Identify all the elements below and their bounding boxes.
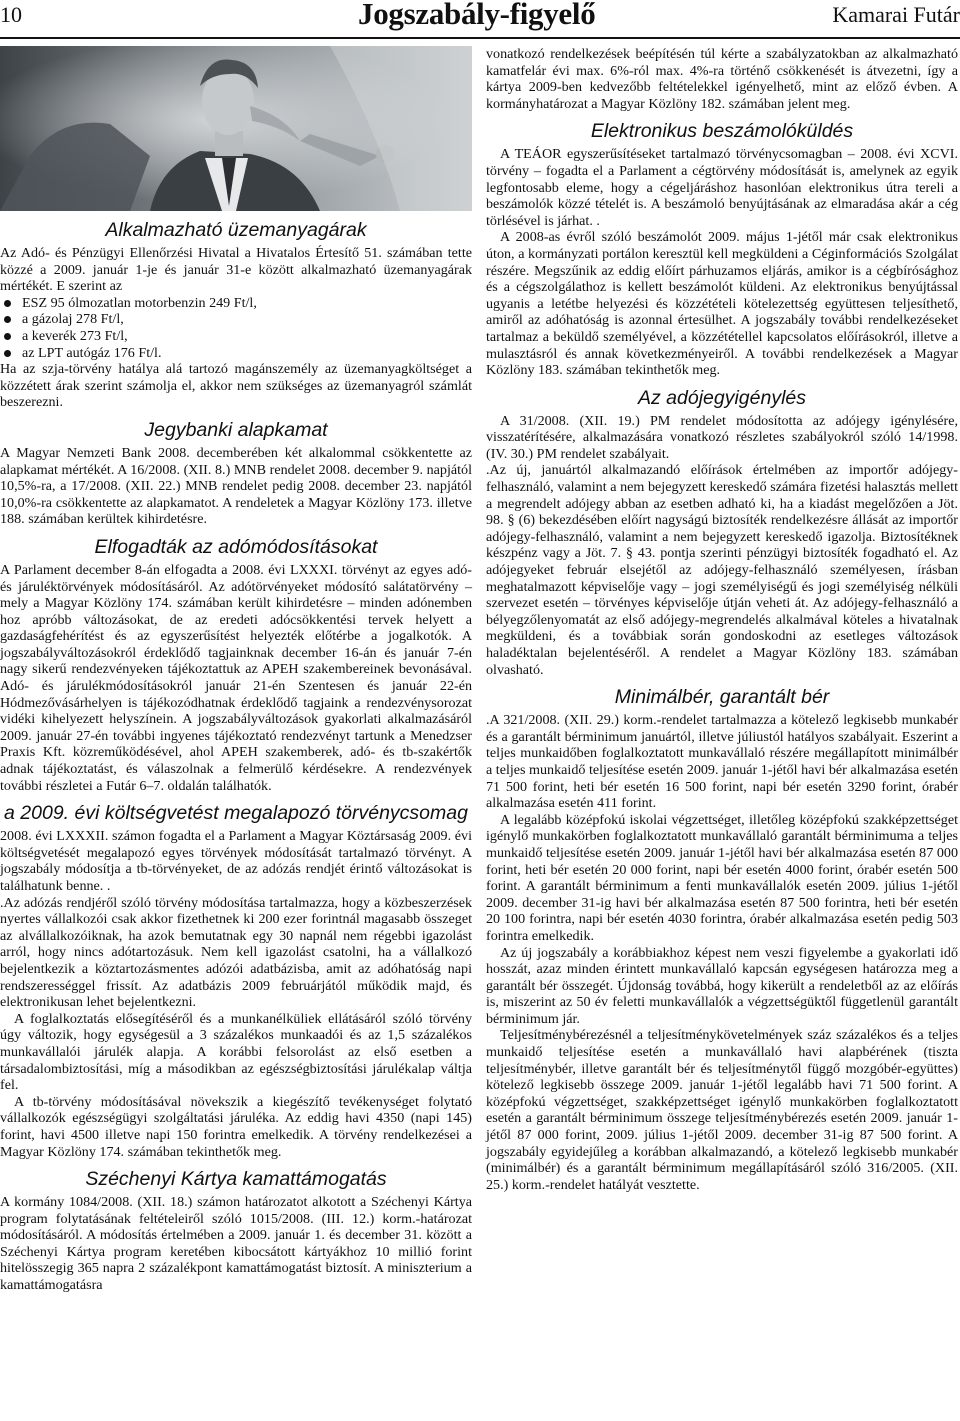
section-title: Elektronikus beszámolóküldés (590, 120, 854, 143)
paragraph: A foglalkoztatás elősegítéséről és a munkanélküliek ellátásáról szóló törvény úgy változik, hogy egységesül a 3 százalékos munkaadói és az 1,5 százalékos munkavállalói járulék alapja. A korábbi felsorolást az első esetben a társadalombiztosítási, míg a másodikban az egészségbiztosítási járulékalap váltja fel. (0, 1010, 472, 1094)
paragraph: A tb-törvény módosításával növekszik a kiegészítő tevékenységet folytató vállalkozók egészségügyi szolgáltatási járuléka. Az eddig havi 4350 (napi 145) forint, havi 4500 illetve napi 150 forintra emelkedik. A törvény rendelkezései a Magyar Közlöny 174. számában tekinthetők meg. (0, 1093, 472, 1160)
section-title: Az adójegyigénylés (637, 386, 807, 409)
paragraph: A Parlament december 8-án elfogadta a 2008. évi LXXXI. törvényt az egyes adó- és járuléktörvények módosításáról. Az adótörvényeket módosító salátatörvény – mely a Magyar Közlöny 174. számában került kihirdetésre – minden adónemben hoz apróbb változásokat, de az eredeti adócsökkentési tervek helyett a gazdaságfehérítést és az egyszerűsítést helyezték előtérbe a jogalkotók. A jogszabályváltozásokról érdeklődő tagjainknak december 16-án és január 7-én nagy sikerű rendezvényeken tájékoztattuk az APEH szakembereinek bevonásával. Adó- és járulékmódosításokról január 21-én Szentesen és január 22-én Hódmezővásárhelyen is tájékozódhatnak érdeklődő tagjaink a rendezvénysorozat vidéki kihelyezett helyszínein. A jogszabályváltozások gyakorlati alkalmazásáról 2009. január 27-én további ingyenes tájékoztató rendezvényt tartunk a Menedzser Praxis Kft. közreműködésével, ahol APEH szakemberek, adó- és tb-szakértők adnak tájékoztatást, és válaszolnak a felmerülő kérdésekre. A rendezvények további részletei a Futár 6–7. oldalán találhatók. (0, 561, 472, 794)
page-title: Jogszabály-figyelő (358, 0, 596, 31)
page-header (0, 0, 960, 38)
paragraph: Az új jogszabály a korábbiakhoz képest nem veszi figyelembe a gyakorlati idő hosszát, azaz minden érintett munkavállaló kapcsán egységesen határozza meg a garantált bér összegét. Újdonság továbbá, hogy kikerült a rendeletből az az előírás is, miszerint az 50 év feletti munkavállalók a végzettségüktől függetlenül garantált bérminimum jár. (486, 944, 958, 1027)
section-title: a 2009. évi költségvetést megalapozó törvénycsomag (4, 802, 468, 825)
section-title: Elfogadták az adómódosításokat (94, 535, 378, 558)
list-item: az LPT autógáz 176 Ft/l. (0, 345, 472, 362)
paragraph: .A 321/2008. (XII. 29.) korm.-rendelet tartalmazza a kötelező legkisebb munkabér és a garantált bérminimum januártól, illetve júliustól hatályos szabályait. Eszerint a teljes munkaidőben foglalkoztatott munkavállaló részére megállapított minimálbér a teljes munkaidő teljesítése esetén 2009. január 1-jétől havi bér alkalmazása esetén 71 500 forint, heti bér esetén 16 500 forint, napi bér esetén 3290 forint, órabér alkalmazása esetén 411 forint. (486, 712, 958, 812)
section-title: Széchenyi Kártya kamattámogatás (85, 1168, 387, 1191)
paragraph: Az Adó- és Pénzügyi Ellenőrzési Hivatal a Hivatalos Értesítő 51. számában tette közzé a 2009. január 1-je és január 31-e között alkalmazható üzemanyagárak mértékét. E szerint az (0, 245, 472, 295)
header-rule (0, 37, 960, 39)
header-photo (0, 46, 472, 211)
paragraph: A TEÁOR egyszerűsítéseket tartalmazó törvénycsomagban – 2008. évi XCVI. törvény – fogadta el a Parlament a cégtörvény módosítását is, amelynek az egyik legfontosabb eleme, hogy a cégeljáráshoz hasonlóan elektronikus útra tereli a beszámolók közzé tételét is. A beszámoló benyújtásának az elmaradása akár a cég törlésével is járhat. . (486, 146, 958, 229)
fuel-price-list (0, 295, 472, 361)
paragraph: Ha az szja-törvény hatálya alá tartozó magánszemély az üzemanyagköltséget a közzétett árak szerint számolja el, akkor nem szükséges az üzemanyagról számlát beszerezni. (0, 361, 472, 411)
paragraph: A legalább középfokú iskolai végzettséget, illetőleg középfokú szakképzettséget igénylő munkakörben foglalkoztatott munkavállaló garantált bérminimuma a teljes munkaidő teljesítése esetén 2009. január 1-jétől havi bér alkalmazása esetén 87 000 forint, heti bér esetén 20 000 forint, napi bér esetén 4000 forint, órabér esetén 500 forint. A garantált bérminimum a fenti munkavállalók esetén 2009. július 1-jétől 2009. december 31-ig havi bér alkalmazása esetén 87 500 forintra, heti bér esetén 20 100 forintra, napi bér esetén 4030 forintra, órabér alkalmazása esetén pedig 503 forintra emelkedik. (486, 811, 958, 944)
paragraph: A 2008-as évről szóló beszámolót 2009. május 1-jétől már csak elektronikus úton, a kormányzati portálon keresztül kell megküldeni a Céginformációs Szolgálat részére. Megszűnik az eddig előírt párhuzamos eljárás, amikor is a cégbírósághoz és a cégszolgálathoz is kellett beszámolót küldeni. Az elektronikus benyújtással ugyanis a letétbe helyezési és közzétételi kötelezettség együttesen teljesíthető, amiről az adóhatóság is azonnal értesülhet. A jogszabály további rendelkezéseket tartalmaz a beküldő személyével, a közzététellel kapcsolatos előírásokról, illetve a mulasztásról és annak következményeiről. A további rendelkezések a Magyar Közlöny 183. számában tekinthetők meg. (486, 229, 958, 379)
section-title: Minimálbér, garantált bér (614, 686, 830, 709)
section-title: Alkalmazható üzemanyagárak (105, 219, 367, 241)
left-column (0, 46, 472, 1294)
paragraph: A 31/2008. (XII. 19.) PM rendelet módosította az adójegy igénylésére, visszatérítésére, alkalmazására vonatkozó részletes szabályokról szóló 14/1998. (IV. 30.) PM rendelet szabályait. (486, 412, 958, 462)
publication-name: Kamarai Futár (832, 2, 960, 27)
section-title: Jegybanki alapkamat (144, 418, 328, 441)
paragraph: A kormány 1084/2008. (XII. 18.) számon határozatot alkotott a Széchenyi Kártya program folytatásának feltételeiről szóló 1015/2008. (III. 12.) korm.-határozat módosításáról. A módosítás értelmében a 2009. január 1. és december 31. között a Széchenyi Kártya program keretében kibocsátott kártyákhoz 10 millió forint hitelösszegig 365 napra 2 százalékpont kamattámogatást biztosít. A miniszterium a kamattámogatásra (0, 1194, 472, 1294)
list-item: a keverék 273 Ft/l, (0, 328, 472, 345)
list-item: ESZ 95 ólmozatlan motorbenzin 249 Ft/l, (0, 295, 472, 312)
paragraph: A Magyar Nemzeti Bank 2008. decemberében két alkalommal csökkentette az alapkamat mértékét. A 16/2008. (XII. 8.) MNB rendelet 2008. december 9. napjától 10,5%-ra, a 17/2008. (XII. 22.) MNB rendelet pedig 2008. december 23. napjától 10,0%-ra csökkentette az alapkamatot. A rendeletek a Magyar Közlöny 173. illetve 188. számában kerültek kihirdetésre. (0, 444, 472, 528)
paragraph: vonatkozó rendelkezések beépítésén túl kérte a szabályzatokban az alkalmazható kamatfelár évi max. 6%-ról max. 4%-ra történő csökkenését is átvezetni, így a kártya 2009-ben kedvezőbb feltételekkel igényelhető, mint az előző évben. A kormányhatározat a Magyar Közlöny 182. számában jelent meg. (486, 46, 958, 112)
list-item: a gázolaj 278 Ft/l, (0, 311, 472, 328)
paragraph: .Az adózás rendjéről szóló törvény módosítása tartalmazza, hogy a közbeszerzések nyertes vállalkozói csak akkor fizethetnek ki 200 ezer forintnál magasabb összeget az alvállalkozóiknak, ha azok bemutatnak egy 30 napnál nem régebbi igazolást arról, hogy nincs adótartozásuk. Nem kell igazolást csatolni, ha a vállalkozó bejelentkezik a köztartozásmentes adózói adatbázisba, amit az adóhatóság napi rendszerességgel frissít. Az adatbázis 2009 februárjától működik majd, és elektronikusan lehet bejelentkezni. (0, 894, 472, 1011)
right-column (486, 46, 958, 1193)
page-number: 10 (0, 2, 22, 27)
paragraph: 2008. évi LXXXII. számon fogadta el a Parlament a Magyar Köztársaság 2009. évi költségvetését megalapozó egyes törvények módosítását tartalmazó törvényt. A jogszabály módosítja a tb-törvényeket, de az adózás rendjét érintő változásokat is találhatunk benne. . (0, 828, 472, 894)
paragraph: .Az új, januártól alkalmazandó előírások értelmében az importőr adójegy-felhasználó, valamint a nem bejegyzett kereskedő számára fizetési halasztás mellett a megrendelt adójegy abban az esetben adható ki, ha a kiadást megelőzően a Jöt. 98. § (6) bekezdésében előírt nagyságú biztosíték rendelkezésre állását az importőr adójegy-felhasználó, valamint a nem bejegyzett kereskedő igazolja. Biztosítéknek készpénz vagy a Jöt. 7. § 43. pontja szerinti pénzügyi biztosíték fogadható el. Az adójegyeket február elsejétől az adójegy-felhasználó személyesen, írásban meghatalmazott képviselője vagy – jogi személyiségű és jogi személyiség nélküli szervezet esetén – törvényes képviselője útján veheti át. Az adójegy-felhasználó a bélyegzőlenyomatát az első adójegy-megrendelés alkalmával köteles a hivatalnak megküldeni, és a továbbiak során gondoskodni az esetleges változások haladéktalan bejelentéséről. A rendelet a Magyar Közlöny 183. számában olvasható. (486, 462, 958, 678)
paragraph: Teljesítménybérezésnél a teljesítménykövetelmények száz százalékos és a teljes munkaidő teljesítése esetén a munkavállaló havi alapbérének (tiszta teljesítménybér, illetve garantált bér és teljesítménytől függő mozgóbér-együttes) kötelező legkisebb összege 2009. január 1-jétől legalább havi 71 500 forint. A középfokú végzettséget, szakképzettséget igénylő munkakörben foglalkoztatott esetén a garantált bérminimum összege teljesítménybérezés esetén 2009. január 1-jétől 87 000 forint, 2009. július 1-jétől 2009. december 31-ig 87 500 forint. A jogszabály egyidejűleg a korábban alkalmazandó, a kötelező legkisebb munkabér (minimálbér) és a garantált bérminimum megállapításáról szóló 316/2005. (XII. 25.) korm.-rendelet hatályát vesztette. (486, 1027, 958, 1193)
